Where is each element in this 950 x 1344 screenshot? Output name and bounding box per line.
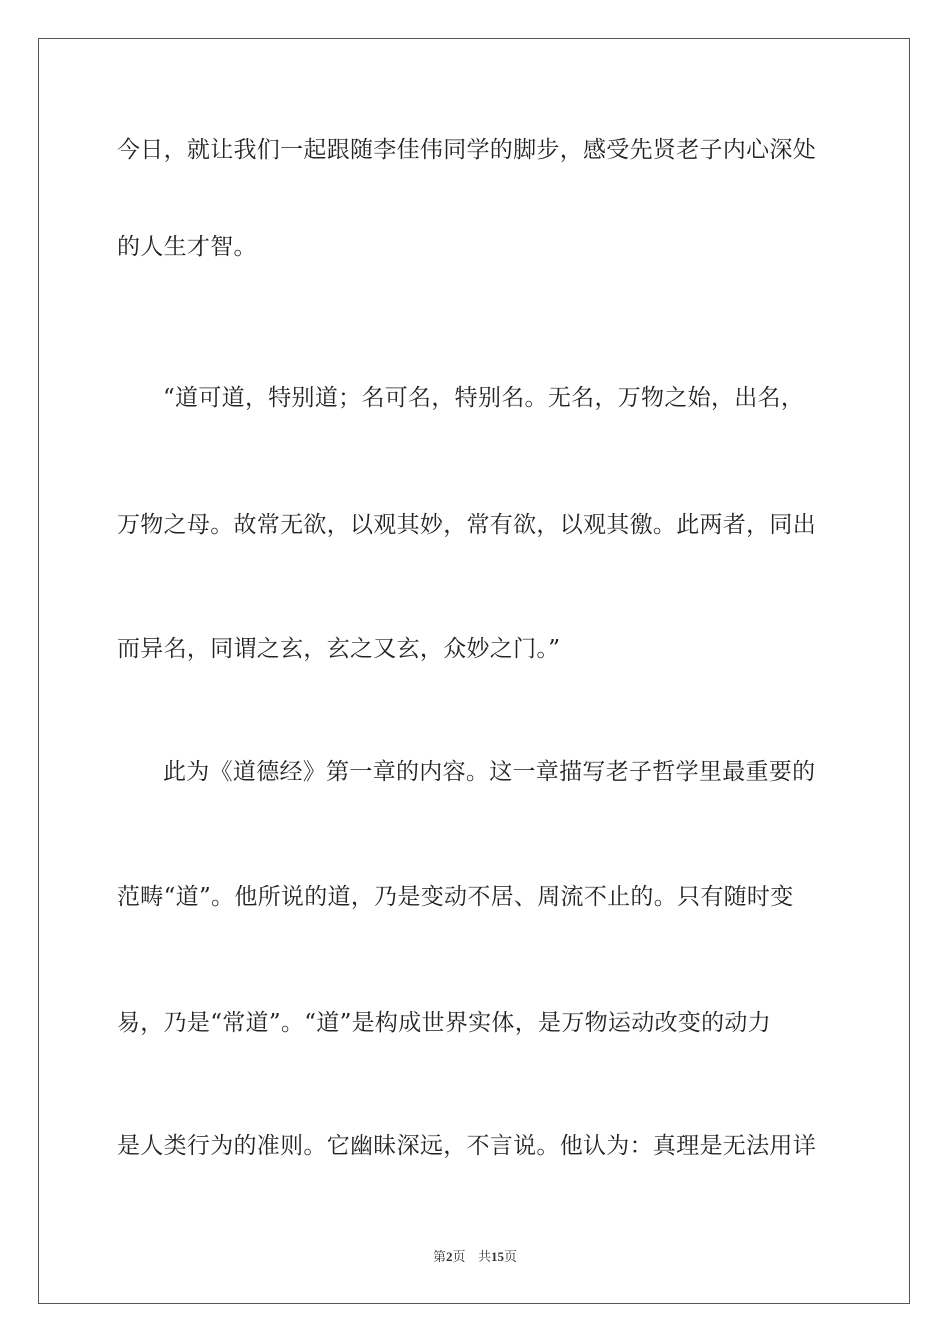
paragraph-line: 易，乃是“常道”。“道”是构成世界实体，是万物运动改变的动力 bbox=[117, 1010, 772, 1036]
page-suffix: 页 bbox=[452, 1250, 466, 1265]
total-prefix: 共 bbox=[477, 1250, 491, 1265]
page-footer bbox=[0, 1246, 950, 1265]
page-number: 2 bbox=[446, 1249, 453, 1264]
paragraph-line: 范畴“道”。他所说的道，乃是变动不居、周流不止的。只有随时变 bbox=[117, 884, 794, 910]
total-suffix: 页 bbox=[503, 1250, 517, 1265]
paragraph-line: 今日，就让我们一起跟随李佳伟同学的脚步，感受先贤老子内心深处 bbox=[117, 137, 816, 163]
paragraph-line: “道可道，特别道；名可名，特别名。无名，万物之始，出名， bbox=[163, 385, 805, 411]
page-prefix: 第 bbox=[433, 1250, 447, 1265]
paragraph-line: 是人类行为的准则。它幽昧深远，不言说。他认为：真理是无法用详 bbox=[117, 1133, 816, 1159]
paragraph-line: 此为《道德经》第一章的内容。这一章描写老子哲学里最重要的 bbox=[163, 759, 816, 785]
page-border bbox=[38, 38, 910, 1304]
paragraph-line: 万物之母。故常无欲，以观其妙，常有欲，以观其徼。此两者，同出 bbox=[117, 512, 816, 538]
paragraph-line: 而异名，同谓之玄，玄之又玄，众妙之门。” bbox=[117, 636, 561, 662]
total-pages: 15 bbox=[490, 1249, 504, 1264]
paragraph-line: 的人生才智。 bbox=[117, 234, 257, 260]
